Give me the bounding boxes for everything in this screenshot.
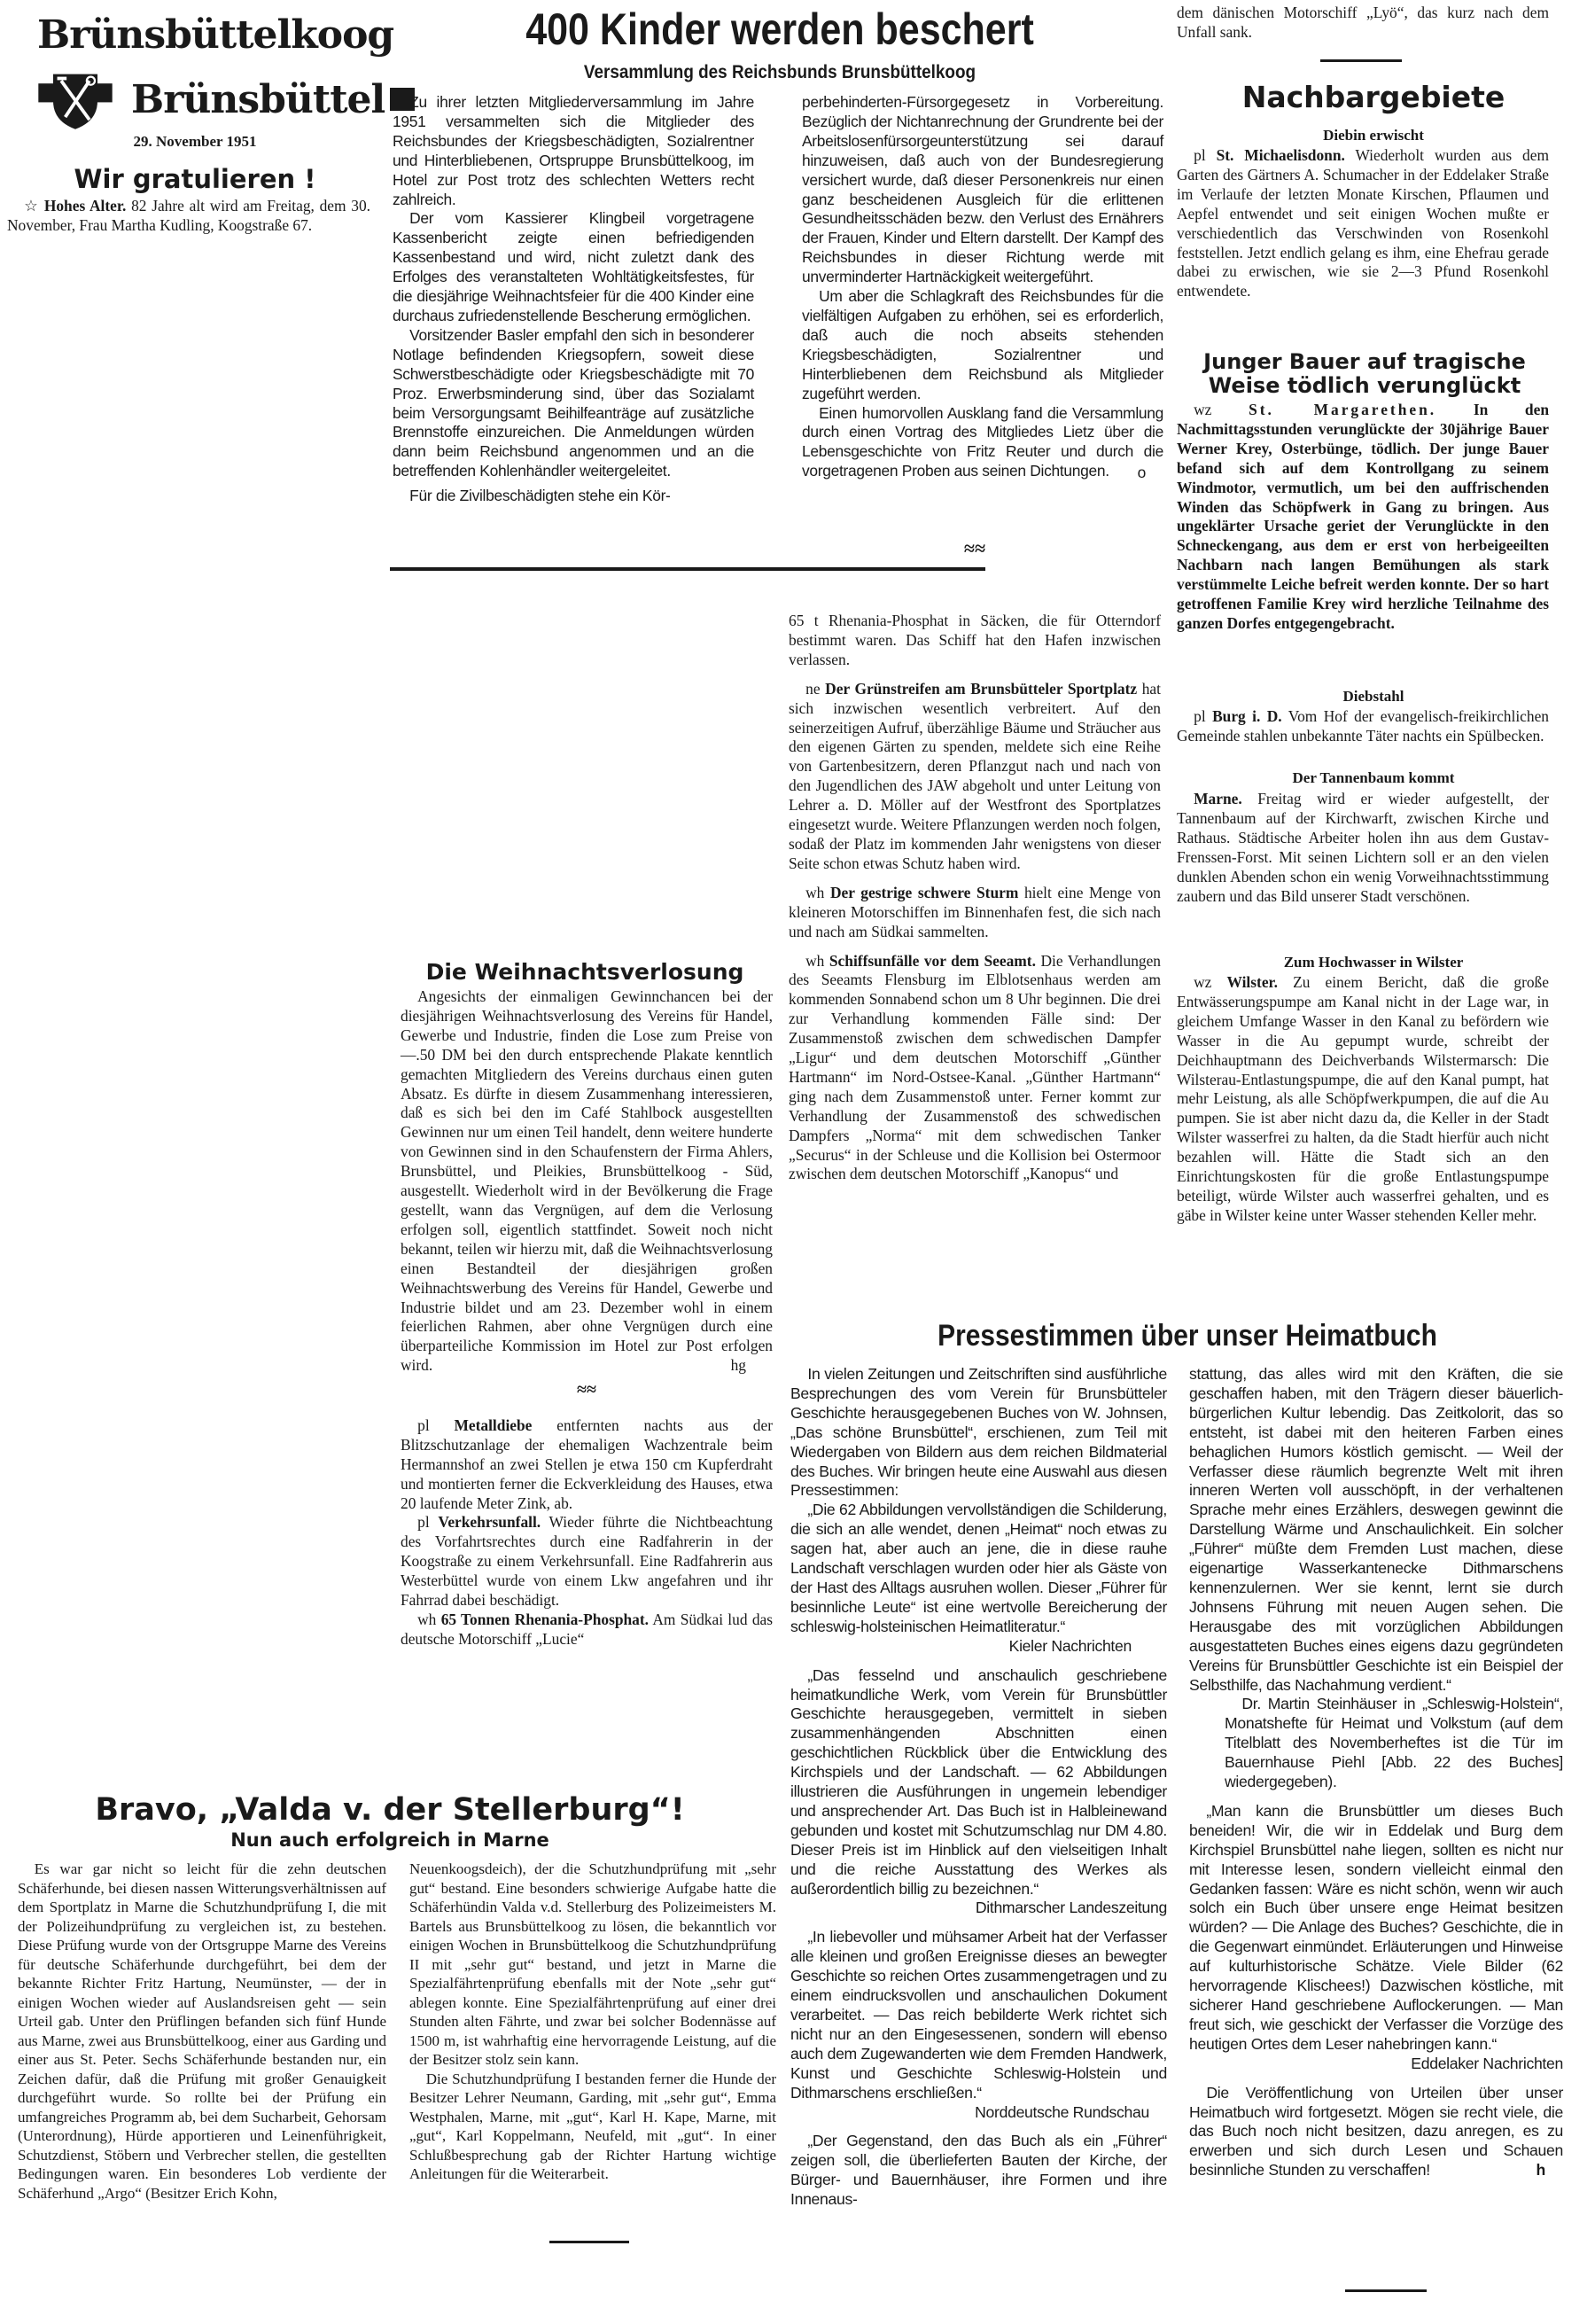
masthead-line1: Brünsbüttelkoog — [37, 12, 394, 58]
article-body: Die Verhandlungen des Seeamts Flensburg im Elblotsenhaus werden am kommenden Sonnabend schon um 8 Uhr beginnen. Die drei zur Verhandlung kommenden Fälle sind: Der Zusammenstoß zwischen dem schwedischen Dampfer „Ligur“ und dem deutschen Motorschiff „Günther Hartmann“ im Nord-Ostsee-Kanal. „Günther Hartmann“ ging nach dem Zusammenstoß unter. Ferner kommt zur Verhandlung der Zusammenstoß des schwedischen Dampfers „Norma“ mit dem schwedischen Tanker „Securus“ in der Schleuse und die Kollision bei Ostermoor zwischen dem deutschen Motorschiff „Kanopus“ und — [789, 951, 1162, 1183]
article-body: Wieder führte die Nichtbeachtung des Vorfahrtsrechtes durch eine Radfahrerin in der Koogstraße zu einem Verkehrsunfall. Eine Radfahrerin aus Westerbüttel wurde von einem Lkw angefahren und ihr Fahrrad dabei beschädigt. — [401, 1513, 773, 1610]
article-lead: Metalldiebe — [454, 1415, 533, 1434]
masthead — [27, 12, 394, 128]
lyoe-text: dem dänischen Motorschiff „Lyö“, das kurz nach dem Unfall sank. — [1177, 4, 1549, 41]
local-news-column — [789, 612, 1161, 1184]
presse-quote: „Der Gegenstand, den das Buch als ein „Führer“ zeigen soll, die überlieferten Bauten der Kirche, der Bürger- und Bauernhäuser, ihre Formen und ihre Innenaus- — [790, 2132, 1167, 2209]
section-divider — [390, 567, 985, 571]
hochwasser-heading: Zum Hochwasser in Wilster — [1283, 954, 1464, 971]
verlosung-title: Die Weihnachtsverlosung — [425, 959, 744, 985]
article-lead: Verkehrsunfall. — [438, 1513, 541, 1532]
presse-end-rule — [1345, 2289, 1427, 2292]
valda-column-1 — [18, 1860, 386, 2203]
lyoe-continuation — [1177, 4, 1549, 43]
gratulation-text — [7, 197, 370, 236]
dateline: St. Margarethen. — [1249, 401, 1437, 418]
anchor-spade-crest-icon — [27, 67, 124, 131]
dateline: Wilster. — [1226, 973, 1279, 991]
valda-column-2 — [409, 1860, 776, 2184]
diebin-article — [1177, 146, 1549, 301]
masthead-row2 — [27, 67, 415, 131]
gratulation-title: Wir gratulieren ! — [74, 164, 316, 194]
presse-quote: stattung, das alles wird mit den Kräften, die sie geschaffen haben, mit den Trägern dieser bäuerlich-bürgerlichen Kultur lebendig. Das Zeitkolorit, das so entsteht, ist dabei mit den heiteren Farben eines behaglichen Humors köstlich gemischt. — Weil der Verfasser diese räumlich begrenzte Welt mit ihren inneren Werten voll ausschöpft, in der verhaltenen Sprache mehr eines Erzählers, deswegen gewinnt die Darstellung Wärme und Anschaulichkeit. Ein solcher „Führer“ müßte dem Fremden Lust machen, diese eigenartige Wasserkantenecke Dithmarschens kennenzulernen. Wer sie kennt, lernt sie durch Johnsens Führung mit neuen Augen sehen. Die Herausgabe des mit vorzüglichen Abbildungen ausgestatteten Buches eines eigens dazu gegründeten Vereins für Brunsbüttler Geschichte ist ein Beispiel der Selbsthilfe, das Nachahmung verdient.“ — [1189, 1365, 1563, 1694]
dateline: Marne. — [1194, 790, 1242, 807]
presse-closing: Die Veröffentlichung von Urteilen über unser Heimatbuch wird fortgesetzt. Mögen sie recht viele, die das Buch noch nicht besitzen, dazu anregen, es zu erwerben und sich durch Lesen und Schauen besinnliche Stunden zu verschaffen! — [1189, 2083, 1563, 2180]
issue-date: 29. November 1951 — [133, 133, 257, 150]
valda-subtitle: Nun auch erfolgreich in Marne — [230, 1829, 549, 1851]
lyoe-divider — [1320, 59, 1402, 62]
valda-paragraph: Es war gar nicht so leicht für die zehn deutschen Schäferhunde, bei diesen nassen Witterungsverhältnissen auf dem Sportplatz in Marne die Schutzhundprüfung I, die mit der Polizeihundprüfung zu vergleichen ist, zu bestehen. Diese Prüfung wurde von der Ortsgruppe Marne des Vereins für deutsche Schäferhunde durchgeführt, bei dem der bekannte Richter Fritz Hartung, Neumünster, — der in einigen Wochen wieder auf Auslandsreisen geht — sein Urteil gab. Unter den Prüflingen befanden sich fünf Hunde aus Marne, zwei aus Brunsbüttelkoog, einer aus Garding und einer aus St. Peter. Sechs Schäferhunde bestanden nur, ein Zeichen dafür, daß die Prüfung mit großer Genauigkeit durchgeführt wurde. So rollte bei der Prüfung ein umfangreiches Programm ab, bei dem Sucharbeit, Gehorsam (Unterordnung), Hürde apportieren und Leinenführigkeit, Schutzdienst, Stöbern und Verbrecher stellen, die gestellten Bedingungen waren. Ein besonderes Lob verdiente der Schäferhund „Argo“ (Besitzer Erich Kohn, — [18, 1860, 386, 2202]
rhenania-continuation: 65 t Rhenania-Phosphat in Säcken, die für Otterndorf bestimmt waren. Das Schiff hat den Hafen inzwischen verlassen. — [789, 612, 1161, 668]
star-icon: ☆ — [24, 197, 40, 214]
presse-quote: „Die 62 Abbildungen vervollständigen die Schilderung, die sich an alle wendet, denen „Heimat“ noch etwas zu sagen hat, aber auch an jene, die in diese rauhe Landschaft verschlagen wurden oder hier als Gäste von der Hast des Alltags ausruhen wollen. Dieser „Führer für besinnliche Leute“ ist eine wertvolle Bereicherung der schleswig-holsteinischen Heimatliteratur.“ — [790, 1501, 1168, 1635]
verlosung-ornament: ≈≈ — [577, 1380, 596, 1400]
presse-column-1 — [790, 1365, 1167, 2210]
article-body: hat sich inzwischen wesentlich verbreitert. Auf den seinerzeitigen Aufruf, überzählige Bäume und Sträucher aus den eigenen Gärten zu spenden, meldete sich eine Reihe von Gartenbesitzern, deren Pflanzgut nach und nach von den Jugendlichen des JAW abgeholt und unter Leitung von Lehrer a. D. Möller auf der Westfront des Sportplatzes eingesetzt wurde. Weitere Pflanzungen werden noch folgen, sodaß der Platz im kommenden Jahr wenigstens von dieser Seite schon etwas Schutz haben wird. — [789, 679, 1161, 872]
kinder-subtitle: Versammlung des Reichsbunds Brunsbüttelkoog — [583, 62, 976, 82]
presse-source: Dithmarscher Landeszeitung — [975, 1899, 1167, 1917]
article-body: Freitag wird er wieder aufgestellt, der Tannenbaum auf der Kirchwarft, zwischen Kirche und Rathaus. Städtische Arbeiter holen ihn aus dem Gustav-Frenssen-Forst. Mit seinen Lichtern soll er an den vielen dunklen Abenden schon ein wenig Vorweihnachtsstimmung zaubern und das Bild unserer Stadt verschönen. — [1177, 790, 1549, 905]
article-body: In den Nachmittagsstunden verunglückte der 30jährige Bauer Werner Krey, Osterbünge, tödlich. Der junge Bauer befand sich auf dem Kontrollgang zu seinem Windmotor, vermutlich, um bei den auffrischenden Winden das Schöpfwerk in Gang zu bringen. Aus ungeklärter Ursache geriet der Verunglückte in den Schneckengang, aus dem er erst von herbeigeeilten Nachbarn nach langen Bemühungen als stark verstümmelte Leiche befreit werden konnte. Der so hart getroffenen Familie Krey wird herzliche Teilnahme des ganzen Dorfes entgegengebracht. — [1177, 401, 1549, 632]
author-code: wh — [805, 951, 825, 970]
article-body: hielt eine Menge von kleineren Motorschiffen im Binnenhafen fest, die sich nach und nach am Südkai sammelten. — [789, 883, 1161, 940]
kinder-paragraph: Vorsitzender Basler empfahl den sich in besonderer Notlage befindenden Kriegsopfern, soweit diese Schwerstbeschädigte oder Kriegsbeschädigte mit 70 Proz. Erwerbsminderung sind, über das Sozialamt beim Versorgungsamt Beihilfeanträge auf zusätzliche Brennstoffe einzureichen. Die Anmeldungen würden dann beim Reichsbund angenommen und an die betreffenden Kohlenhändler weitergeleitet. — [393, 325, 754, 480]
presse-source: Norddeutsche Rundschau — [975, 2102, 1149, 2121]
presse-quote: „Man kann die Brunsbüttler um dieses Buch beneiden! Wir, die wir in Eddelak und Burg dem Kirchspiel Brunsbüttel nahe liegen, sollten es nicht nur mit Interesse lesen, sondern vielleicht einmal den Gedanken fassen: Wäre es nicht schön, wenn wir auch solch ein Buch über unsere enge Heimat besitzen würden? — Die Anlage des Buches? Geschichte, die in die Gegenwart einmündet. Erläuterungen und Hinweise auf kulturhistorische Schätze. Viele Bilder (62 hervorragende Klischees!) Dazwischen köstliche, mit sicherer Hand geschriebene Auflockerungen. — Man freut sich, wie geschickt der Verfasser die Vorzüge des heutigen Ortes dem Leser nahebringen kann.“ — [1189, 1801, 1563, 2053]
bauer-heading: Junger Bauer auf tragische Weise tödlich verunglückt — [1203, 349, 1526, 398]
kinder-paragraph: Für die Zivilbeschädigten stehe ein Kör- — [409, 487, 671, 505]
kinder-paragraph: perbehinderten-Fürsorgegesetz in Vorbereitung. Bezüglich der Nichtanrechnung der Grundrente bei der Arbeitslosenfürsorgeunterstützung sei darauf hinzuweisen, daß auch von der Bundesregierung versichert wurde, daß dieser Personenkreis nur einen ganz bescheidenen Ausgleich für die erlittenen Gesundheitsschäden bezw. den Verlust des Ernährers der Frauen, Kinder und Eltern darstellt. Der Kampf des Reichsbundes in dieser Richtung werde mit unverminderter Hartnäckigkeit weitergeführt. — [802, 93, 1163, 286]
presse-source: Kieler Nachrichten — [1008, 1636, 1132, 1655]
tannenbaum-article — [1177, 790, 1549, 906]
article-lead: Der gestrige schwere Sturm — [830, 883, 1019, 901]
verlosung-signature: hg — [730, 1356, 746, 1375]
presse-column-2 — [1189, 1365, 1563, 2180]
kinder-column-2 — [802, 93, 1163, 483]
kinder-paragraph: Einen humorvollen Ausklang fand die Versammlung durch einen Vortrag des Mitgliedes Lietz über die Lebensgeschichte von Fritz Reuter und durch die vorgetragenen Proben aus seinen Dichtungen. — [802, 403, 1163, 480]
article-body: Vom Hof der evangelisch-freikirchlichen Gemeinde stahlen unbekannte Täter nachts ein Spülbecken. — [1177, 707, 1549, 745]
valda-paragraph: Die Schutzhundprüfung I bestanden ferner die Hunde der Besitzer Lehrer Neumann, Garding, mit „sehr gut“, Emma Westphalen, Marne, mit „gut“, Karl H. Kape, Marne, mit „gut“, Karl Koppelmann, Neufeld, mit „gut“. In einer Schlußbesprechung gab der Richter Hartung wichtige Anleitungen für die Weiterarbeit. — [409, 2070, 776, 2182]
presse-title: Pressestimmen über unser Heimatbuch — [938, 1319, 1437, 1353]
author-code: wz — [1194, 401, 1212, 418]
presse-source: Eddelaker Nachrichten — [1411, 2054, 1563, 2072]
author-code: ne — [805, 679, 821, 698]
article-lead: 65 Tonnen Rhenania-Phosphat. — [440, 1610, 650, 1628]
diebstahl-heading: Diebstahl — [1342, 688, 1404, 705]
article-body: Zu einem Bericht, daß die große Entwässerungspumpe am Kanal nicht in der Lage war, in gleichem Umfange Wasser in den Kanal zu befördern wie Wasser in die Au gepumpt wurde, schreibt der Deichhauptmann des Deichverbands Wilstermarsch: Die Wilsterau-Entlastungspumpe, die auf den Kanal pumpt, hat mehr Leistung, als alle Schöpfwerkpumpen, die auf die Au pumpen. Sie ist aber nicht dazu da, die Keller in der Stadt Wilster wasserfrei zu halten, da die Stadt hierfür auch nicht bezahlen will. Hätte die Stadt sich an den Einrichtungskosten für die große Entlastungspumpe beteiligt, würde Wilster auch wasserfrei gehalten, und es gäbe in Wilster keine unter Wasser stehenden Keller mehr. — [1177, 973, 1549, 1224]
presse-signature: h — [1536, 2161, 1545, 2180]
article-lead: Schiffsunfälle vor dem Seeamt. — [829, 951, 1036, 970]
dateline: Burg i. D. — [1212, 707, 1282, 725]
verlosung-column — [401, 987, 773, 1649]
valda-title: Bravo, „Valda v. der Stellerburg“! — [95, 1792, 685, 1828]
author-code: wz — [1194, 973, 1212, 991]
kinder-paragraph: Der vom Kassierer Klingbeil vorgetragene Kassenbericht zeigte einen befriedigenden Kassenbestand und wird, nicht zuletzt dank des Erfolges des veranstalteten Wohltätigkeitsfestes, für die diesjährige Weihnachtsfeier für die 400 Kinder eine durchaus zufriedenstellende Bescherung ermöglichen. — [393, 209, 754, 324]
article-body: Wiederholt wurden aus dem Garten des Gärtners A. Schumacher in der Eddelaker Straße im Verlaufe der letzten Monate Kirschen, Pflaumen und Aepfel entwendet und seit einigen Wochen mußte er verschiedentlich das Verschwinden von Rosenkohl feststellen. Jetzt endlich gelang es ihm, eine Ehefrau gerade dabei zu erwischen, wie sie 2—3 Pfund Rosenkohl entwendete. — [1177, 146, 1549, 300]
valda-end-rule — [549, 2241, 629, 2243]
diebstahl-article — [1177, 707, 1549, 746]
author-code: pl — [1194, 707, 1206, 725]
verlosung-body: Angesichts der einmaligen Gewinnchancen bei der diesjährigen Weihnachtsverlosung des Vereins für Handel, Gewerbe und Industrie, finden die Lose zum Preise von —.50 DM bei den durch entsprechende Plakate kenntlich gemachten Mitgliedern des Vereins durchaus einen guten Absatz. Es dürfte in diesem Zusammenhang interessieren, daß es sich bei den im Café Stahlbock ausgestellten Gewinnen nur um einen Teil handelt, denn weitere hunderte von Gewinnen sind in den Schaufenstern der Firma Ahlers, Brunsbüttel, und Pleikies, Brunsbüttelkoog - Süd, ausgestellt. Wiederholt wird in der Bevölkerung die Frage gestellt, wann das Vergnügen, auf dem die Verlosung erfolgen soll, eigentlich stattfindet. Soweit noch nicht bekannt, teilen wir hierzu mit, daß die Weihnachtsverlosung einen Bestandteil der diesjährigen großen Weihnachtswerbung des Vereins für Handel, Gewerbe und Industrie bildet und am 23. Dezember wohl in einem feierlichen Rahmen, aber ohne Vergnügen durch eine überparteiliche Kommission im Hotel zur Post erfolgen wird. — [401, 987, 773, 1375]
author-code: pl — [417, 1513, 430, 1532]
dateline: St. Michaelisdonn. — [1216, 146, 1345, 164]
presse-quote: „Das fesselnd und anschaulich geschriebene heimatkundliche Werk, vom Verein für Brunsbüttler Geschichte herausgegeben, vermittelt in sieben zusammenhängenden Abschnitten einen geschichtlichen Rückblick über die Entwicklung des Kirchspiels und der Landschaft. — 62 Abbildungen illustrieren die Ausführungen in ungemein lebendiger und ansprechender Art. Das Buch ist in Halbleinewand gebunden und kostet mit Schutzumschlag nur DM 4.80. Dieser Preis ist im Hinblick auf den vielseitigen Inhalt und die reiche Ausstattung des Werkes als außerordentlich billig zu bezeichnen.“ — [790, 1665, 1167, 1898]
presse-paragraph: In vielen Zeitungen und Zeitschriften sind ausführliche Besprechungen des vom Verein für Brunsbütteler Geschichte herausgegebenen Buches von W. Johnsen, „Das schöne Brunsbüttel“, erschienen, zum Teil mit Wiedergaben von Bildern aus dem reichen Bildmaterial des Buches. Wir bringen heute eine Auswahl aus diesen Pressestimmen: — [790, 1365, 1167, 1500]
tannenbaum-heading: Der Tannenbaum kommt — [1292, 769, 1455, 786]
author-code: pl — [1194, 146, 1206, 164]
author-code: wh — [805, 883, 825, 901]
gratulation-body: 82 Jahre alt wird am Freitag, dem 30. November, Frau Martha Kudling, Koogstraße 67. — [7, 197, 371, 234]
author-code: pl — [417, 1415, 430, 1434]
bauer-article — [1177, 401, 1549, 634]
nachbar-title: Nachbargebiete — [1241, 80, 1506, 114]
author-code: wh — [417, 1610, 437, 1628]
article-body: entfernten nachts aus der Blitzschutzanlage der ehemaligen Wachzentrale beim Hermannshof an zwei Stellen je etwa 150 cm Kupferdraht und montierten ferner die Eckverkleidung des Hauses, etwa 20 laufende Meter Zink, ab. — [401, 1415, 773, 1512]
kinder-paragraph: Zu ihrer letzten Mitgliederversammlung im Jahre 1951 versammelten sich die Mitglieder des Reichsbundes der Kriegsbeschädigten, Sozialrentner und Hinterbliebenen, Ortspruppe Brunsbüttelkoog, im Hotel zur Post trotz des schlechten Wetters recht zahlreich. — [393, 93, 754, 208]
hochwasser-article — [1177, 973, 1549, 1226]
kinder-paragraph: Um aber die Schlagkraft des Reichsbundes für die vielfältigen Aufgaben zu erhöhen, sei es erforderlich, daß auch die noch abseits stehenden Kriegsbeschädigten, Sozialrentner und Hinterbliebenen dem Reichsbund als Mitglieder zugeführt werden. — [802, 287, 1163, 402]
diebin-heading: Diebin erwischt — [1323, 127, 1424, 144]
presse-quote: „In liebevoller und mühsamer Arbeit hat der Verfasser alle kleinen und großen Ereignisse dieses an bewegter Geschichte so reichen Ortes zusammengetragen und zu einem eindrucksvollen und anschaulichen Dokument verarbeitet. — Das reich bebilderte Werk richtet sich nicht nur an den Eingesessenen, sondern will ebenso auch dem Zugewanderten wie dem Fremden Handwerk, Kunst und Geschichte Schleswig-Holstein und Dithmarschens erschließen.“ — [790, 1928, 1167, 2102]
presse-source-block: Dr. Martin Steinhäuser in „Schleswig-Holstein“, Monatshefte für Heimat und Volkstum (auf dem Titelblatt des Novemberheftes ist die Tür im Bauernhause Piehl [Abb. 22 des Buches] wiedergegeben). — [1225, 1695, 1563, 1791]
kinder-signature: o — [1137, 464, 1146, 482]
kinder-title: 400 Kinder werden beschert — [525, 4, 1034, 54]
kinder-column-1 — [393, 93, 754, 506]
article-body: Am Südkai lud das deutsche Motorschiff „Lucie“ — [401, 1610, 773, 1648]
gratulation-lead: Hohes Alter. — [43, 197, 127, 214]
valda-paragraph: Neuenkoogsdeich), der die Schutzhundprüfung mit „sehr gut“ bestand. Eine besonders schwierige Aufgabe hatte die Schäferhündin Valda v.d. Stellerburg des Polizeimeisters M. Bartels aus Brunsbüttelkoog zu lösen, die bekanntlich vor einigen Wochen in Brunsbüttelkoog die Schutzhundprüfung II mit „sehr gut“ bestand, und jetzt in Marne die Spezialfährtenprüfung ebenfalls mit der Note „sehr gut“ ablegen konnte. Eine Spezialfährtenprüfung auf einer drei Stunden alten Fährte, und zwar bei solcher Bodennässe auf 1500 m, ist wahrhaftig eine hervorragende Leistung, auf die der Besitzer stolz sein kann. — [409, 1860, 776, 2068]
article-lead: Der Grünstreifen am Brunsbütteler Sportplatz — [825, 679, 1138, 698]
kinder-ornament: ≈≈ — [963, 537, 986, 559]
masthead-line2: Brünsbüttel — [131, 76, 385, 122]
